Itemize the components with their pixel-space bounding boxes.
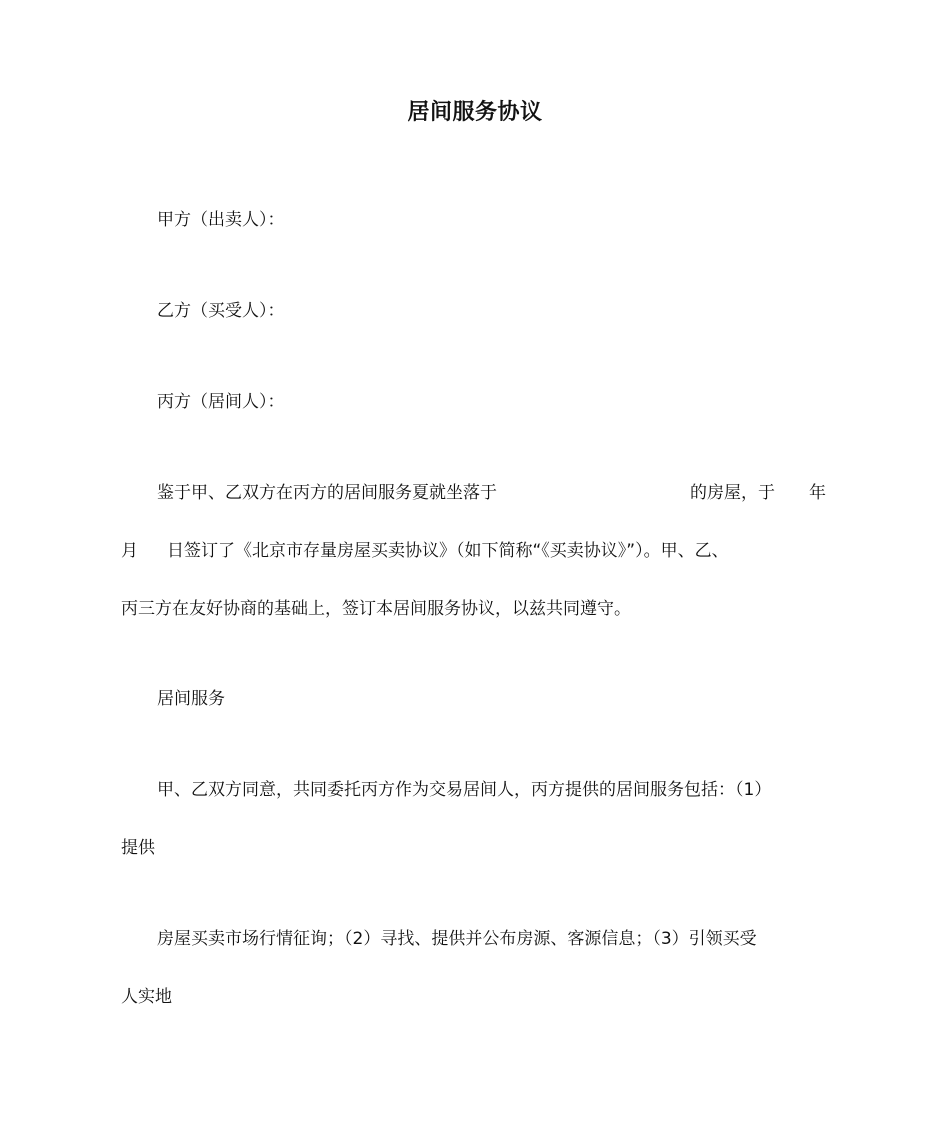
- section-heading: 居间服务: [157, 689, 225, 709]
- party-c-label: 丙方（居间人）：: [157, 392, 285, 412]
- para3-line1: 房屋买卖市场行情征询；（2）寻找、提供并公布房源、客源信息；（3）引领买受: [157, 929, 757, 949]
- para3-line2: 人实地: [121, 987, 172, 1007]
- document-title: 居间服务协议: [407, 100, 543, 125]
- para1-line2-month: 月: [121, 541, 138, 561]
- para1-line1-left: 鉴于甲、乙双方在丙方的居间服务夏就坐落于: [157, 483, 497, 503]
- para2-line2: 提供: [121, 838, 155, 858]
- para1-line3: 丙三方在友好协商的基础上，签订本居间服务协议，以兹共同遵守。: [121, 599, 631, 619]
- party-b-label: 乙方（买受人）：: [157, 301, 285, 321]
- para2-line1: 甲、乙双方同意，共同委托丙方作为交易居间人，丙方提供的居间服务包括：（1）: [157, 780, 772, 800]
- para1-line1-right: 年: [809, 483, 826, 503]
- para1-line2-rest: 日签订了《北京市存量房屋买卖协议》（如下简称“《买卖协议》”）。甲、乙、: [167, 541, 729, 561]
- party-a-label: 甲方（出卖人）：: [157, 210, 285, 230]
- para1-line1-mid: 的房屋，于: [690, 483, 775, 503]
